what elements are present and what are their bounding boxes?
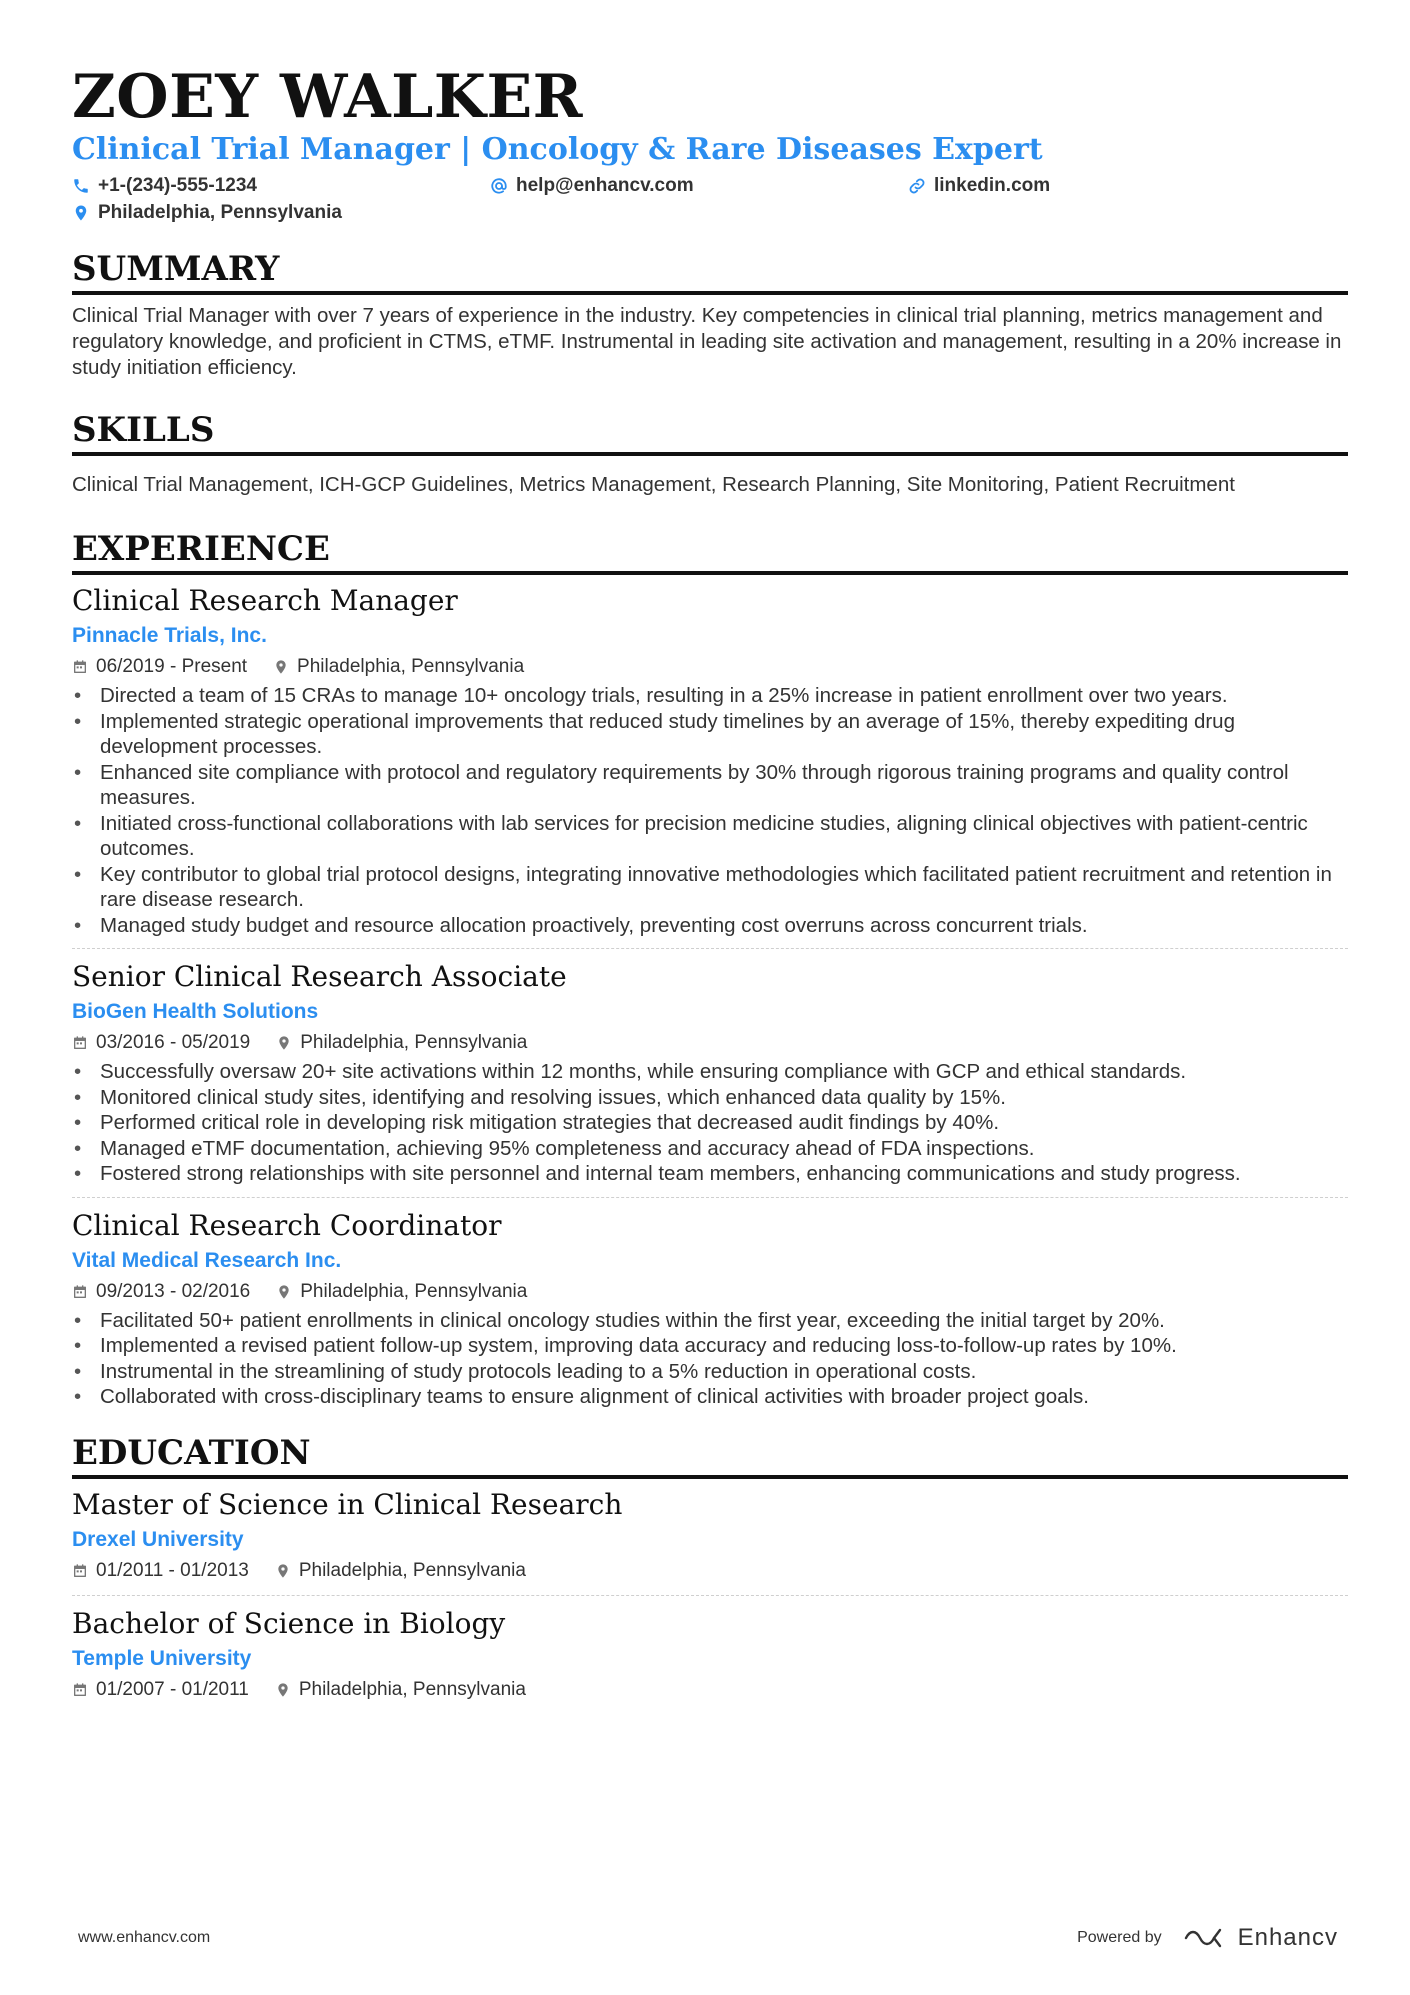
calendar-icon	[72, 1035, 88, 1051]
education-location-wrap	[275, 1557, 526, 1585]
candidate-title: Clinical Trial Manager | Oncology & Rare Diseases Expert	[72, 132, 1043, 167]
map-pin-icon	[72, 204, 90, 222]
contact-location	[72, 199, 490, 226]
job-location-wrap	[276, 1029, 527, 1057]
school-name: Temple University	[72, 1646, 252, 1670]
school-name: Drexel University	[72, 1527, 244, 1551]
job-title: Senior Clinical Research Associate	[72, 960, 567, 993]
summary-heading: SUMMARY	[72, 248, 1348, 295]
skills-text: Clinical Trial Management, ICH-GCP Guidelines, Metrics Management, Research Planning, Site Monitoring, Patient Recruitment	[72, 473, 1235, 496]
bullet-item: • Performed critical role in developing risk mitigation strategies that decreased audit findings by 40%.	[72, 1110, 1348, 1136]
candidate-name: ZOEY WALKER	[72, 62, 584, 132]
contact-list	[72, 172, 1348, 226]
company-name: BioGen Health Solutions	[72, 1000, 319, 1023]
at-icon	[490, 177, 508, 195]
map-pin-icon	[275, 1563, 291, 1579]
degree-title: Master of Science in Clinical Research	[72, 1487, 623, 1521]
bullet-item: • Monitored clinical study sites, identifying and resolving issues, which enhanced data quality by 15%.	[72, 1085, 1348, 1111]
job-location-wrap	[276, 1278, 527, 1306]
education-location: Philadelphia, Pennsylvania	[298, 1559, 526, 1581]
link-icon	[908, 177, 926, 195]
phone-text: +1-(234)-555-1234	[98, 175, 257, 196]
summary-text: Clinical Trial Manager with over 7 years of experience in the industry. Key competencies in clinical trial planning, metrics management and regulatory knowledge, and proficient in CTMS, eTMF. Instrumental in leading site activation and management, resulting in a 20% increase in study initiation efficiency.	[72, 304, 1342, 379]
job-location: Philadelphia, Pennsylvania	[300, 1280, 528, 1302]
resume-header	[72, 62, 1348, 226]
job-location-wrap	[273, 653, 524, 681]
experience-heading: EXPERIENCE	[72, 528, 1348, 575]
education-location-wrap	[275, 1676, 526, 1704]
job-meta	[72, 1278, 1348, 1306]
job-dates: 06/2019 - Present	[96, 656, 248, 677]
summary-section	[72, 248, 1348, 381]
enhancv-logo-icon	[1184, 1927, 1228, 1949]
education-section	[72, 1432, 1348, 1714]
calendar-icon	[72, 1682, 88, 1698]
calendar-icon	[72, 1284, 88, 1300]
job-location: Philadelphia, Pennsylvania	[300, 1032, 528, 1053]
location-text: Philadelphia, Pennsylvania	[98, 202, 342, 223]
experience-item	[72, 583, 1348, 948]
job-bullets	[72, 1059, 1348, 1187]
company-name: Pinnacle Trials, Inc.	[72, 624, 267, 647]
education-dates: 01/2011 - 01/2013	[96, 1559, 249, 1581]
email-text: help@enhancv.com	[516, 175, 694, 196]
bullet-item: • Enhanced site compliance with protocol and regulatory requirements by 30% through rigorous training programs and quality control measures.	[72, 760, 1348, 811]
page-footer	[78, 1918, 1338, 1958]
job-meta	[72, 1029, 1348, 1057]
company-name: Vital Medical Research Inc.	[72, 1248, 342, 1272]
experience-item	[72, 1197, 1348, 1420]
calendar-icon	[72, 1563, 88, 1579]
contact-email[interactable]	[490, 172, 908, 199]
skills-section	[72, 409, 1348, 498]
degree-title: Bachelor of Science in Biology	[72, 1606, 506, 1640]
brand-logo[interactable]	[1184, 1924, 1338, 1952]
powered-by-label: Powered by	[1077, 1929, 1162, 1946]
map-pin-icon	[275, 1682, 291, 1698]
education-meta	[72, 1676, 1348, 1704]
bullet-item: • Collaborated with cross-disciplinary teams to ensure alignment of clinical activities with broader project goals.	[72, 1384, 1348, 1410]
footer-website[interactable]: www.enhancv.com	[78, 1929, 211, 1946]
bullet-item: • Fostered strong relationships with site personnel and internal team members, enhancing communications and study progress.	[72, 1161, 1348, 1187]
powered-by	[1077, 1924, 1338, 1952]
experience-section	[72, 528, 1348, 1420]
job-title: Clinical Research Coordinator	[72, 1208, 502, 1242]
calendar-icon	[72, 659, 88, 675]
bullet-item: • Facilitated 50+ patient enrollments in clinical oncology studies within the first year, exceeding the initial target by 20%.	[72, 1308, 1348, 1334]
job-meta	[72, 653, 1348, 681]
bullet-item: • Managed eTMF documentation, achieving 95% completeness and accuracy ahead of FDA inspections.	[72, 1136, 1348, 1162]
website-text: linkedin.com	[934, 175, 1051, 196]
map-pin-icon	[276, 1284, 292, 1300]
contact-phone[interactable]	[72, 172, 490, 199]
phone-icon	[72, 177, 90, 195]
bullet-item: • Key contributor to global trial protocol designs, integrating innovative methodologies which facilitated patient recruitment and retention in rare disease research.	[72, 862, 1348, 913]
bullet-item: • Successfully oversaw 20+ site activations within 12 months, while ensuring compliance with GCP and ethical standards.	[72, 1059, 1348, 1085]
job-location: Philadelphia, Pennsylvania	[297, 656, 525, 677]
map-pin-icon	[273, 659, 289, 675]
bullet-item: • Implemented strategic operational improvements that reduced study timelines by an average of 15%, thereby expediting drug development processes.	[72, 709, 1348, 760]
education-meta	[72, 1557, 1348, 1585]
bullet-item: • Instrumental in the streamlining of study protocols leading to a 5% reduction in operational costs.	[72, 1359, 1348, 1385]
map-pin-icon	[276, 1035, 292, 1051]
job-bullets	[72, 683, 1348, 938]
job-title: Clinical Research Manager	[72, 584, 458, 617]
education-dates: 01/2007 - 01/2011	[96, 1678, 249, 1700]
education-item	[72, 1595, 1348, 1714]
brand-name: Enhancv	[1237, 1924, 1338, 1951]
bullet-item: • Initiated cross-functional collaborations with lab services for precision medicine studies, aligning clinical objectives with patient-centric outcomes.	[72, 811, 1348, 862]
education-item	[72, 1487, 1348, 1595]
job-dates: 09/2013 - 02/2016	[96, 1280, 251, 1302]
bullet-item: • Managed study budget and resource allocation proactively, preventing cost overruns across concurrent trials.	[72, 913, 1348, 939]
experience-item	[72, 948, 1348, 1197]
bullet-item: • Directed a team of 15 CRAs to manage 10+ oncology trials, resulting in a 25% increase in patient enrollment over two years.	[72, 683, 1348, 709]
education-heading: EDUCATION	[72, 1432, 1348, 1479]
resume-page	[72, 62, 1348, 1714]
education-location: Philadelphia, Pennsylvania	[298, 1678, 526, 1700]
contact-website[interactable]	[908, 172, 1326, 199]
bullet-item: • Implemented a revised patient follow-up system, improving data accuracy and reducing loss-to-follow-up rates by 10%.	[72, 1333, 1348, 1359]
job-bullets	[72, 1308, 1348, 1410]
job-dates: 03/2016 - 05/2019	[96, 1032, 251, 1053]
skills-heading: SKILLS	[72, 409, 1348, 456]
